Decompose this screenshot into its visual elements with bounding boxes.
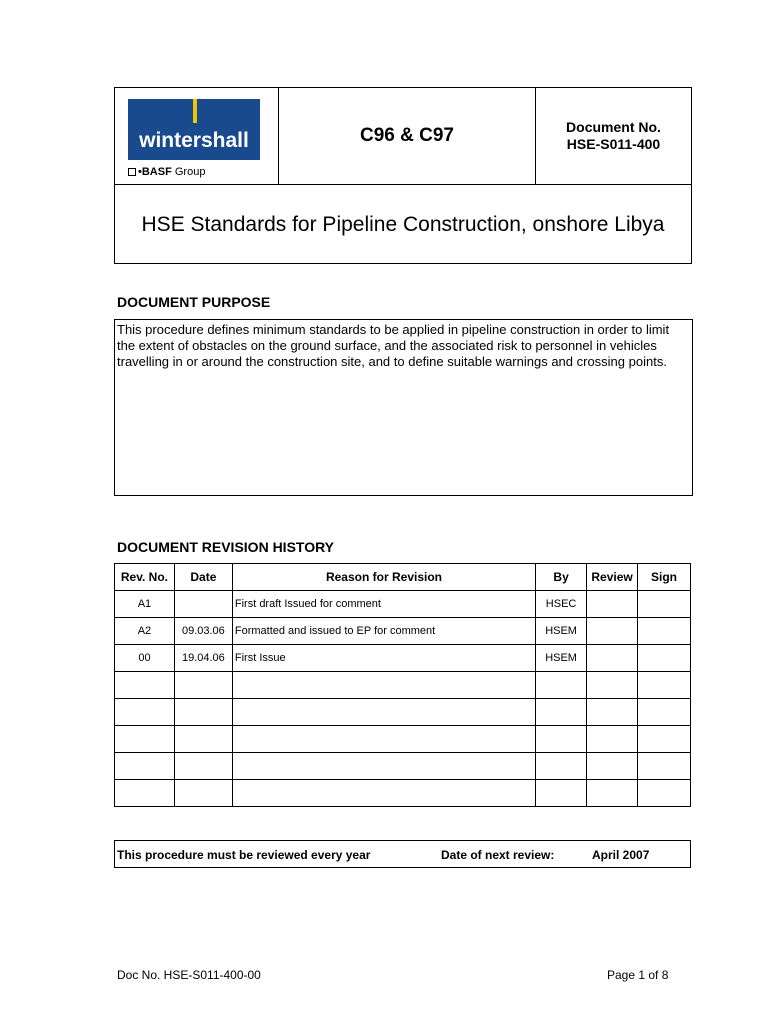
table-cell (587, 753, 638, 780)
col-review: Review (587, 564, 638, 591)
document-title: HSE Standards for Pipeline Construction, onshore Libya (141, 212, 665, 236)
basf-brand: BASF (141, 166, 172, 178)
basf-square-icon (128, 168, 136, 176)
table-cell: 19.04.06 (174, 645, 232, 672)
table-cell: 00 (115, 645, 175, 672)
table-cell (536, 672, 587, 699)
table-cell (536, 753, 587, 780)
table-row (115, 780, 691, 807)
table-cell (115, 672, 175, 699)
table-cell (638, 699, 691, 726)
doc-no-value: HSE-S011-400 (566, 136, 661, 152)
logo-wordmark: wintershall (139, 129, 249, 152)
table-cell (638, 753, 691, 780)
table-cell: HSEM (536, 618, 587, 645)
revision-table (114, 563, 691, 807)
table-cell (587, 645, 638, 672)
project-code: C96 & C97 (279, 88, 536, 184)
table-cell (587, 672, 638, 699)
table-cell (638, 726, 691, 753)
group-suffix: Group (174, 166, 206, 178)
table-cell: 09.03.06 (174, 618, 232, 645)
table-cell: A2 (115, 618, 175, 645)
footer-page-number: Page 1 of 8 (607, 968, 669, 982)
document-header (114, 87, 692, 264)
table-cell (638, 645, 691, 672)
col-rev-no: Rev. No. (115, 564, 175, 591)
table-row (115, 699, 691, 726)
revision-header-row (115, 564, 691, 591)
review-frequency: This procedure must be reviewed every year (117, 848, 371, 862)
table-cell (174, 753, 232, 780)
review-notice (114, 840, 691, 868)
wintershall-logo (128, 99, 260, 160)
next-review-label: Date of next review: (441, 848, 555, 862)
col-date: Date (174, 564, 232, 591)
table-cell (232, 672, 535, 699)
table-cell: Formatted and issued to EP for comment (232, 618, 535, 645)
table-cell: First draft Issued for comment (232, 591, 535, 618)
footer-doc-no: Doc No. HSE-S011-400-00 (117, 968, 261, 982)
table-cell (638, 780, 691, 807)
table-row (115, 753, 691, 780)
purpose-heading: DOCUMENT PURPOSE (117, 294, 271, 310)
table-row (115, 645, 691, 672)
table-cell (174, 672, 232, 699)
header-top-row (115, 88, 691, 185)
next-review-date: April 2007 (592, 848, 650, 862)
table-cell (232, 699, 535, 726)
col-by: By (536, 564, 587, 591)
table-row (115, 726, 691, 753)
revision-heading: DOCUMENT REVISION HISTORY (117, 539, 335, 555)
doc-no-label: Document No. (566, 119, 661, 135)
table-cell (536, 699, 587, 726)
table-cell (174, 699, 232, 726)
table-cell (232, 726, 535, 753)
col-reason: Reason for Revision (232, 564, 535, 591)
table-cell (587, 726, 638, 753)
table-cell (115, 780, 175, 807)
table-cell: First Issue (232, 645, 535, 672)
table-cell (587, 699, 638, 726)
document-number-cell (536, 88, 691, 184)
table-cell (536, 780, 587, 807)
table-cell (232, 753, 535, 780)
table-cell (638, 618, 691, 645)
table-cell (587, 591, 638, 618)
table-cell (638, 591, 691, 618)
table-row (115, 618, 691, 645)
table-cell (115, 699, 175, 726)
table-cell (536, 726, 587, 753)
col-sign: Sign (638, 564, 691, 591)
table-cell: HSEM (536, 645, 587, 672)
table-cell (115, 753, 175, 780)
table-cell (232, 780, 535, 807)
basf-group-tag: •BASF Group (128, 166, 205, 178)
table-cell (174, 780, 232, 807)
table-cell (587, 780, 638, 807)
table-cell (638, 672, 691, 699)
table-cell (115, 726, 175, 753)
table-cell (587, 618, 638, 645)
logo-cell (115, 88, 279, 184)
table-row (115, 591, 691, 618)
table-row (115, 672, 691, 699)
table-cell (174, 726, 232, 753)
purpose-text: This procedure defines minimum standards to be applied in pipeline construction in order to limit the extent of obstacles on the ground surface, and the associated risk to personnel in vehicles travelling in or around the construction site, and to define suitable warnings and crossing points. (114, 319, 693, 496)
table-cell: A1 (115, 591, 175, 618)
table-cell (174, 591, 232, 618)
table-cell: HSEC (536, 591, 587, 618)
logo-yellow-bar (193, 99, 197, 123)
